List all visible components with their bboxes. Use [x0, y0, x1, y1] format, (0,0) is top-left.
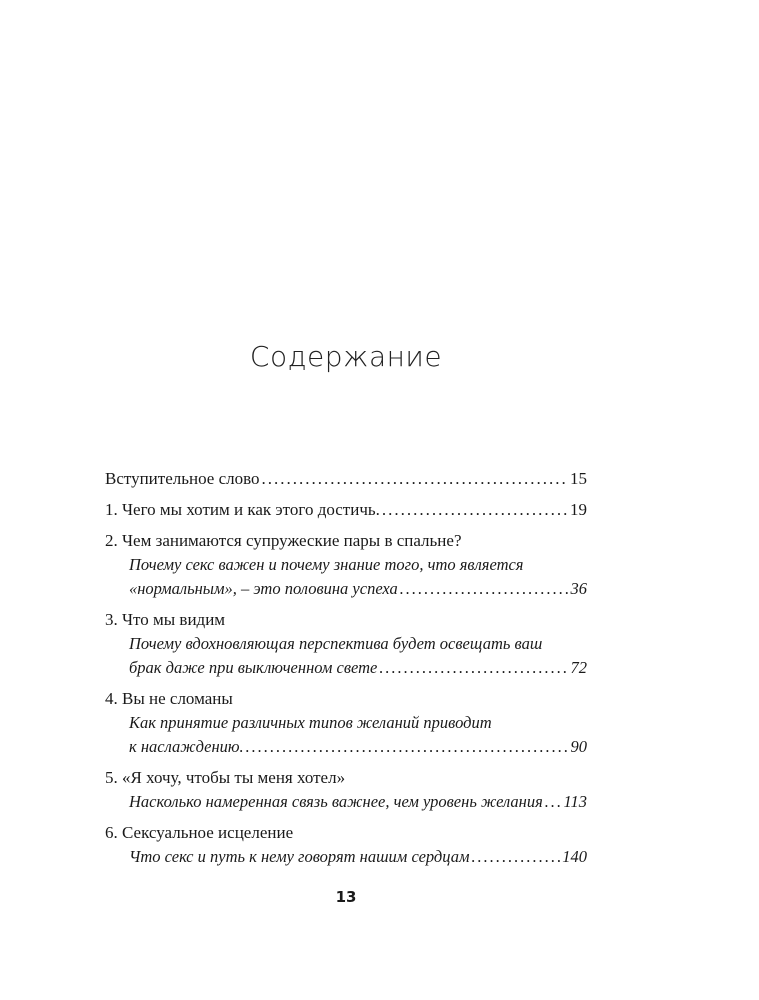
toc-heading: 5. «Я хочу, чтобы ты меня хотел»: [105, 768, 346, 787]
toc-subtitle: Почему секс важен и почему знание того, что является: [129, 555, 524, 574]
toc-page: 113: [563, 792, 587, 811]
toc-entry-chapter-1: [105, 498, 587, 522]
page-number: 13: [335, 888, 357, 906]
toc-page: 19: [570, 500, 587, 519]
toc-page: 140: [562, 847, 587, 866]
toc-heading: 1. Чего мы хотим и как этого достичь.: [105, 500, 380, 519]
toc-page: 72: [570, 658, 587, 677]
toc-heading: 3. Что мы видим: [105, 610, 226, 629]
toc-subtitle: Насколько намеренная связь важнее, чем уровень желания: [129, 792, 543, 811]
toc-heading: Вступительное слово: [105, 469, 260, 488]
dot-leader: [246, 735, 569, 759]
dot-leader: [382, 498, 568, 522]
dot-leader: [262, 467, 568, 491]
toc-heading: 2. Чем занимаются супружеские пары в спальне?: [105, 531, 462, 550]
dot-leader: [400, 577, 569, 601]
page-title: Содержание: [249, 340, 443, 373]
toc-page: 90: [570, 737, 587, 756]
toc-subtitle: брак даже при выключенном свете: [129, 658, 378, 677]
toc-entry-chapter-2: [105, 529, 587, 601]
toc-page: 15: [570, 469, 587, 488]
dot-leader: [472, 845, 561, 869]
dot-leader: [545, 790, 562, 814]
toc-entry-chapter-4: [105, 687, 587, 759]
table-of-contents: [105, 467, 587, 876]
toc-subtitle: к наслаждению.: [129, 737, 244, 756]
dot-leader: [379, 656, 568, 680]
toc-subtitle: «нормальным», – это половина успеха: [129, 579, 398, 598]
toc-entry-chapter-5: [105, 766, 587, 814]
toc-entry-chapter-3: [105, 608, 587, 680]
toc-subtitle: Почему вдохновляющая перспектива будет освещать ваш: [129, 634, 543, 653]
toc-entry-intro: [105, 467, 587, 491]
toc-entry-chapter-6: [105, 821, 587, 869]
toc-subtitle: Что секс и путь к нему говорят нашим сердцам: [129, 847, 470, 866]
toc-heading: 4. Вы не сломаны: [105, 689, 233, 708]
toc-subtitle: Как принятие различных типов желаний приводит: [129, 713, 492, 732]
toc-heading: 6. Сексуальное исцеление: [105, 823, 294, 842]
toc-page: 36: [570, 579, 587, 598]
